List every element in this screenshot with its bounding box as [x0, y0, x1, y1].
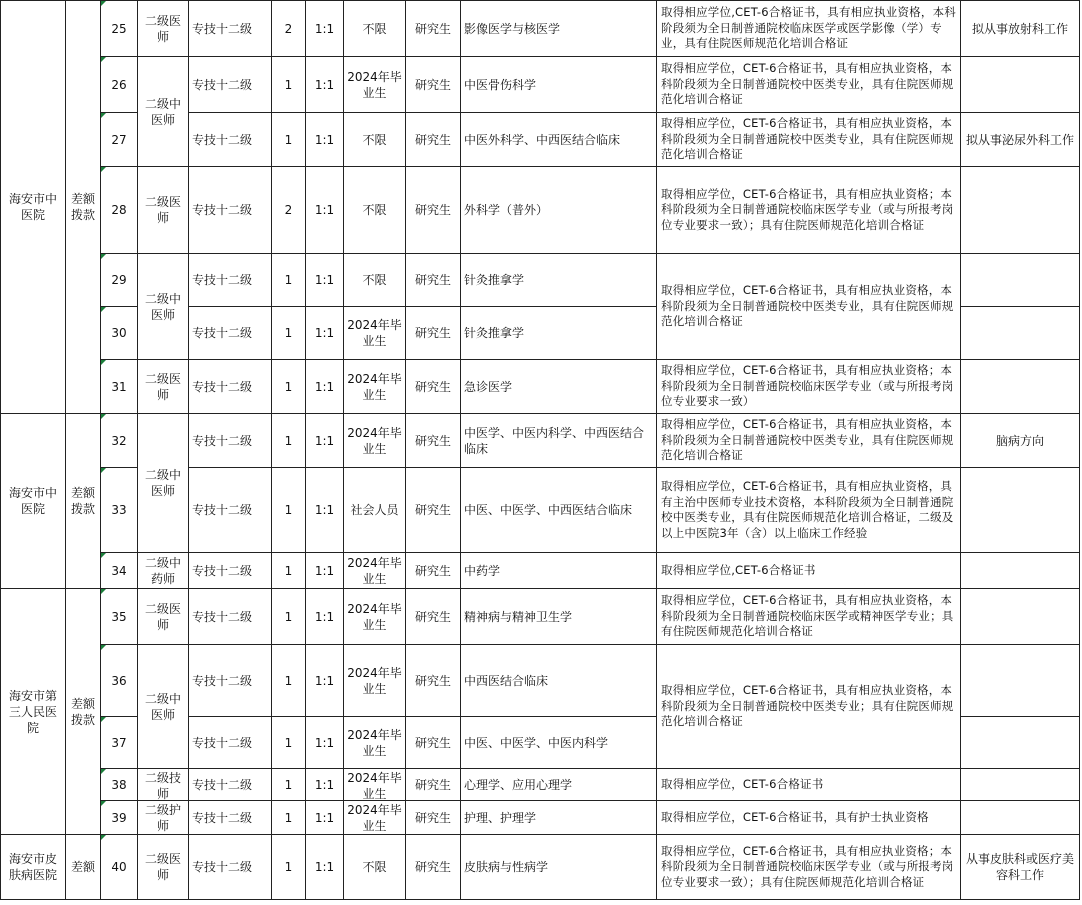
age-requirement-cell: 2024年毕业生 [344, 553, 406, 589]
note-cell [961, 553, 1080, 589]
requirements-text: 取得相应学位，CET-6合格证书，具有相应执业资格，本科阶段须为全日制普通院校临床医学或精神医学专业；具有住院医师规范化培训合格证 [661, 593, 954, 639]
requirements-cell [657, 769, 961, 801]
position-number-cell: 34 [101, 553, 138, 589]
position-number-cell: 28 [101, 167, 138, 254]
grade-cell: 专技十二级 [189, 553, 272, 589]
education-cell: 研究生 [406, 360, 461, 414]
education-cell: 研究生 [406, 1, 461, 57]
grade-cell: 专技十二级 [189, 307, 272, 360]
grade-cell: 专技十二级 [189, 254, 272, 307]
ratio-cell: 1:1 [306, 589, 344, 645]
note-cell [961, 167, 1080, 254]
major-cell: 急诊医学 [461, 360, 657, 414]
count-cell: 1 [272, 57, 306, 113]
table-row [1, 769, 1080, 801]
ratio-cell: 1:1 [306, 307, 344, 360]
age-requirement-cell: 不限 [344, 113, 406, 167]
age-requirement-text: 2024年毕业生 [347, 770, 402, 800]
requirements-cell [657, 57, 961, 113]
count-cell: 1 [272, 113, 306, 167]
requirements-text: 取得相应学位,CET-6合格证书 [661, 562, 816, 577]
funding-type-cell: 差额拨款 [66, 414, 101, 589]
education-cell: 研究生 [406, 414, 461, 468]
note-cell [961, 801, 1080, 835]
age-requirement-cell [344, 801, 406, 835]
age-requirement-cell: 2024年毕业生 [344, 717, 406, 769]
table-row [1, 801, 1080, 835]
note-cell [961, 307, 1080, 360]
age-requirement-cell: 2024年毕业生 [344, 414, 406, 468]
major-cell: 精神病与精神卫生学 [461, 589, 657, 645]
ratio-cell: 1:1 [306, 1, 344, 57]
position-number-cell: 32 [101, 414, 138, 468]
count-cell: 2 [272, 1, 306, 57]
requirements-cell [657, 360, 961, 414]
requirements-text: 取得相应学位，CET-6合格证书，具有相应执业资格；本科阶段须为全日制普通院校临床医学专业（或与所报考岗位专业要求一致）；具有住院医师规范化培训合格证 [661, 843, 954, 889]
table-row [1, 1, 1080, 57]
table-row [1, 254, 1080, 307]
count-cell: 1 [272, 835, 306, 900]
note-cell [961, 254, 1080, 307]
major-cell: 中医骨伤科学 [461, 57, 657, 113]
age-requirement-cell: 不限 [344, 1, 406, 57]
ratio-cell: 1:1 [306, 57, 344, 113]
count-cell: 1 [272, 553, 306, 589]
requirements-text: 取得相应学位，CET-6合格证书，具有相应执业资格，具有主治中医师专业技术资格，本科阶段须为全日制普通院校中医类专业，具有住院医师规范化培训合格证，二级及以上中医院3年（含）以上临床工作经验 [661, 479, 954, 540]
education-cell: 研究生 [406, 589, 461, 645]
position-number-cell: 39 [101, 801, 138, 835]
position-number-cell: 29 [101, 254, 138, 307]
age-requirement-cell: 社会人员 [344, 468, 406, 553]
age-requirement-cell: 2024年毕业生 [344, 589, 406, 645]
requirements-text: 取得相应学位,CET-6合格证书，具有相应执业资格，本科阶段须为全日制普通院校临床医学或医学影像（学）专业，具有住院医师规范化培训合格证 [661, 5, 956, 51]
count-cell: 1 [272, 468, 306, 553]
requirements-cell [657, 254, 961, 360]
position-number-cell: 26 [101, 57, 138, 113]
education-cell: 研究生 [406, 835, 461, 900]
grade-cell: 专技十二级 [189, 589, 272, 645]
requirements-text: 取得相应学位，CET-6合格证书，具有相应执业资格；本科阶段须为全日制普通院校临床医学专业（或与所报考岗位专业要求一致） [661, 363, 954, 409]
education-cell: 研究生 [406, 468, 461, 553]
table-row [1, 167, 1080, 254]
requirements-cell [657, 414, 961, 468]
funding-type-cell: 差额拨款 [66, 589, 101, 835]
requirements-cell [657, 645, 961, 769]
count-cell: 1 [272, 414, 306, 468]
position-title-cell: 二级医师 [138, 167, 189, 254]
ratio-cell: 1:1 [306, 414, 344, 468]
position-title-cell: 二级中药师 [138, 553, 189, 589]
grade-cell: 专技十二级 [189, 835, 272, 900]
major-cell: 中医外科学、中西医结合临床 [461, 113, 657, 167]
ratio-cell: 1:1 [306, 468, 344, 553]
major-cell: 针灸推拿学 [461, 307, 657, 360]
count-cell: 1 [272, 801, 306, 835]
major-cell: 心理学、应用心理学 [461, 769, 657, 801]
grade-cell: 专技十二级 [189, 360, 272, 414]
position-title-cell: 二级中医师 [138, 414, 189, 553]
age-requirement-text: 2024年毕业生 [347, 802, 402, 833]
position-number-cell: 37 [101, 717, 138, 769]
ratio-cell: 1:1 [306, 645, 344, 717]
requirements-text: 取得相应学位，CET-6合格证书 [661, 776, 824, 791]
education-cell: 研究生 [406, 307, 461, 360]
grade-cell: 专技十二级 [189, 717, 272, 769]
table-row [1, 589, 1080, 645]
ratio-cell: 1:1 [306, 360, 344, 414]
age-requirement-cell: 不限 [344, 254, 406, 307]
education-cell: 研究生 [406, 769, 461, 801]
requirements-cell [657, 553, 961, 589]
position-title-cell: 二级医师 [138, 360, 189, 414]
education-cell: 研究生 [406, 167, 461, 254]
count-cell: 1 [272, 769, 306, 801]
position-title-text: 二级护师 [144, 802, 181, 833]
count-cell: 1 [272, 717, 306, 769]
position-number-cell: 38 [101, 769, 138, 801]
requirements-cell [657, 589, 961, 645]
table-row [1, 645, 1080, 717]
grade-cell: 专技十二级 [189, 57, 272, 113]
requirements-text: 取得相应学位，CET-6合格证书，具有相应执业资格，本科阶段须为全日制普通院校中医类专业，具有住院医师规范化培训合格证 [661, 61, 954, 107]
major-cell: 皮肤病与性病学 [461, 835, 657, 900]
count-cell: 2 [272, 167, 306, 254]
count-cell: 1 [272, 360, 306, 414]
age-requirement-cell: 不限 [344, 835, 406, 900]
age-requirement-cell: 不限 [344, 167, 406, 254]
position-number-cell: 35 [101, 589, 138, 645]
education-cell: 研究生 [406, 57, 461, 113]
note-cell [961, 645, 1080, 717]
major-cell: 针灸推拿学 [461, 254, 657, 307]
requirements-text: 取得相应学位，CET-6合格证书，具有相应执业资格，本科阶段须为全日制普通院校中医类专业，具有住院医师规范化培训合格证 [661, 417, 954, 463]
major-cell: 中医、中医学、中医内科学 [461, 717, 657, 769]
position-title-cell: 二级医师 [138, 835, 189, 900]
education-cell: 研究生 [406, 254, 461, 307]
unit-name-cell: 海安市第三人民医院 [1, 589, 66, 835]
major-cell: 中药学 [461, 553, 657, 589]
grade-cell: 专技十二级 [189, 167, 272, 254]
grade-cell: 专技十二级 [189, 468, 272, 553]
count-cell: 1 [272, 589, 306, 645]
grade-cell: 专技十二级 [189, 414, 272, 468]
position-number-cell: 40 [101, 835, 138, 900]
age-requirement-cell: 2024年毕业生 [344, 645, 406, 717]
table-row [1, 57, 1080, 113]
position-number-cell: 36 [101, 645, 138, 717]
requirements-text: 取得相应学位，CET-6合格证书，具有相应执业资格，本科阶段须为全日制普通院校中医类专业，具有住院医师规范化培训合格证 [661, 116, 954, 162]
note-cell [961, 57, 1080, 113]
ratio-cell: 1:1 [306, 113, 344, 167]
age-requirement-cell: 2024年毕业生 [344, 57, 406, 113]
unit-name-cell: 海安市中医院 [1, 414, 66, 589]
major-cell: 外科学（普外） [461, 167, 657, 254]
note-cell [961, 769, 1080, 801]
ratio-cell: 1:1 [306, 801, 344, 835]
note-cell [961, 360, 1080, 414]
education-cell: 研究生 [406, 553, 461, 589]
requirements-text: 取得相应学位，CET-6合格证书，具有护士执业资格 [661, 809, 929, 824]
requirements-cell [657, 113, 961, 167]
unit-name-cell: 海安市中医院 [1, 1, 66, 414]
position-title-cell: 二级中医师 [138, 645, 189, 769]
position-title-cell: 二级中医师 [138, 57, 189, 167]
funding-type-cell: 差额 [66, 835, 101, 900]
ratio-cell: 1:1 [306, 553, 344, 589]
unit-name-cell: 海安市皮肤病医院 [1, 835, 66, 900]
ratio-cell: 1:1 [306, 835, 344, 900]
position-number-cell: 31 [101, 360, 138, 414]
table-row [1, 414, 1080, 468]
position-title-cell: 二级医师 [138, 589, 189, 645]
grade-cell: 专技十二级 [189, 1, 272, 57]
ratio-cell: 1:1 [306, 717, 344, 769]
count-cell: 1 [272, 254, 306, 307]
funding-type-cell: 差额拨款 [66, 1, 101, 414]
position-title-text: 二级技师 [144, 770, 181, 800]
note-cell: 拟从事泌尿外科工作 [961, 113, 1080, 167]
note-cell: 脑病方向 [961, 414, 1080, 468]
education-cell: 研究生 [406, 717, 461, 769]
position-number-cell: 27 [101, 113, 138, 167]
requirements-cell [657, 1, 961, 57]
position-title-cell [138, 769, 189, 801]
major-cell: 中医学、中医内科学、中西医结合临床 [461, 414, 657, 468]
count-cell: 1 [272, 645, 306, 717]
grade-cell: 专技十二级 [189, 769, 272, 801]
note-cell [961, 589, 1080, 645]
grade-cell: 专技十二级 [189, 645, 272, 717]
note-cell: 拟从事放射科工作 [961, 1, 1080, 57]
requirements-text: 取得相应学位，CET-6合格证书，具有相应执业资格，本科阶段须为全日制普通院校中医类专业；具有住院医师规范化培训合格证 [661, 683, 954, 729]
education-cell: 研究生 [406, 113, 461, 167]
education-cell: 研究生 [406, 645, 461, 717]
major-cell: 护理、护理学 [461, 801, 657, 835]
requirements-text: 取得相应学位，CET-6合格证书，具有相应执业资格，本科阶段须为全日制普通院校中医类专业，具有住院医师规范化培训合格证 [661, 283, 954, 329]
major-cell: 中西医结合临床 [461, 645, 657, 717]
requirements-cell [657, 835, 961, 900]
note-cell: 从事皮肤科或医疗美容科工作 [961, 835, 1080, 900]
major-cell: 中医、中医学、中西医结合临床 [461, 468, 657, 553]
note-cell [961, 468, 1080, 553]
requirements-cell [657, 468, 961, 553]
position-number-cell: 33 [101, 468, 138, 553]
position-title-cell [138, 801, 189, 835]
table-row [1, 360, 1080, 414]
age-requirement-cell: 2024年毕业生 [344, 360, 406, 414]
grade-cell: 专技十二级 [189, 113, 272, 167]
count-cell: 1 [272, 307, 306, 360]
table-row [1, 835, 1080, 900]
grade-cell: 专技十二级 [189, 801, 272, 835]
requirements-cell [657, 801, 961, 835]
requirements-text: 取得相应学位，CET-6合格证书，具有相应执业资格；本科阶段须为全日制普通院校临床医学专业（或与所报考岗位专业要求一致）；具有住院医师规范化培训合格证 [661, 186, 954, 232]
age-requirement-cell [344, 769, 406, 801]
position-title-cell: 二级中医师 [138, 254, 189, 360]
position-number-cell: 30 [101, 307, 138, 360]
note-cell [961, 717, 1080, 769]
position-title-cell: 二级医师 [138, 1, 189, 57]
position-number-cell: 25 [101, 1, 138, 57]
major-cell: 影像医学与核医学 [461, 1, 657, 57]
requirements-cell [657, 167, 961, 254]
ratio-cell: 1:1 [306, 167, 344, 254]
ratio-cell: 1:1 [306, 769, 344, 801]
ratio-cell: 1:1 [306, 254, 344, 307]
education-cell: 研究生 [406, 801, 461, 835]
table-row [1, 553, 1080, 589]
age-requirement-cell: 2024年毕业生 [344, 307, 406, 360]
